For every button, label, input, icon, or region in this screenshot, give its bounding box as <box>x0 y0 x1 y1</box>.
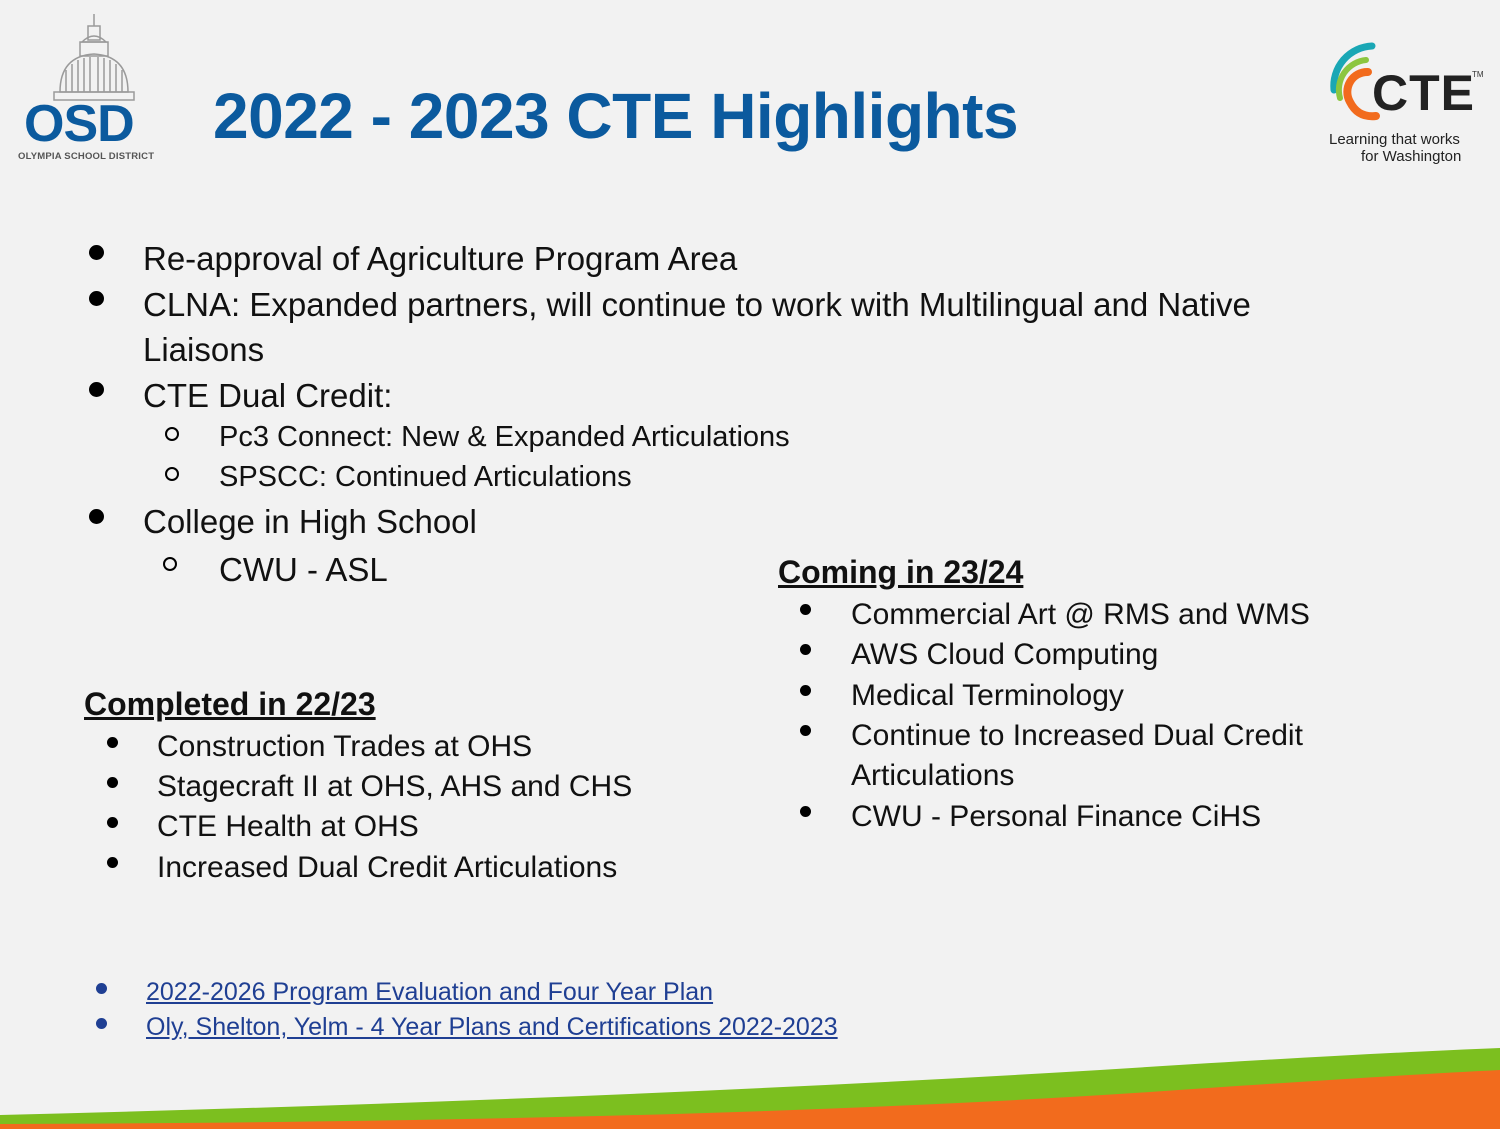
bullet-icon <box>800 604 811 615</box>
completed-heading: Completed in 22/23 <box>84 686 376 722</box>
bullet-icon <box>800 725 811 736</box>
coming-item: CWU - Personal Finance CiHS <box>851 800 1262 833</box>
bullet-icon <box>107 857 118 868</box>
bullet-icon <box>800 644 811 655</box>
link-bullet-icon <box>96 983 107 994</box>
coming-item: Medical Terminology <box>851 679 1124 712</box>
osd-logo-subtext: OLYMPIA SCHOOL DISTRICT <box>18 151 155 162</box>
completed-item: CTE Health at OHS <box>157 810 419 843</box>
coming-item-continued: Articulations <box>851 759 1015 792</box>
bullet-icon <box>89 509 104 524</box>
highlight-subitem: SPSCC: Continued Articulations <box>219 461 632 493</box>
highlight-item-continued: Liaisons <box>143 331 265 368</box>
bullet-icon <box>89 245 104 260</box>
coming-item: Continue to Increased Dual Credit <box>851 719 1303 752</box>
sub-bullet-icon <box>165 427 179 441</box>
bullet-icon <box>107 737 118 748</box>
highlight-item: CLNA: Expanded partners, will continue to work with Multilingual and Native <box>143 286 1251 323</box>
completed-item: Increased Dual Credit Articulations <box>157 851 618 884</box>
bullet-icon <box>89 382 104 397</box>
cte-tagline-line2: for Washington <box>1361 148 1462 165</box>
completed-item: Construction Trades at OHS <box>157 730 533 763</box>
completed-item: Stagecraft II at OHS, AHS and CHS <box>157 770 633 803</box>
bullet-icon <box>800 806 811 817</box>
highlight-subitem: Pc3 Connect: New & Expanded Articulations <box>219 421 790 453</box>
coming-item: AWS Cloud Computing <box>851 638 1159 671</box>
coming-heading: Coming in 23/24 <box>778 554 1024 590</box>
cte-tagline-line1: Learning that works <box>1329 131 1460 148</box>
coming-item: Commercial Art @ RMS and WMS <box>851 598 1310 631</box>
cte-trademark: TM <box>1472 70 1484 79</box>
footer-wave-decoration <box>0 1040 1500 1129</box>
link-bullet-icon <box>96 1018 107 1029</box>
four-year-plans-link[interactable]: Oly, Shelton, Yelm - 4 Year Plans and Certifications 2022-2023 <box>146 1013 838 1041</box>
sub-bullet-icon <box>163 557 177 571</box>
cte-logo-text: CTE <box>1372 65 1475 121</box>
sub-bullet-icon <box>165 467 179 481</box>
program-evaluation-link[interactable]: 2022-2026 Program Evaluation and Four Year Plan <box>146 978 714 1006</box>
bullet-icon <box>89 291 104 306</box>
bullet-icon <box>107 777 118 788</box>
highlight-item: College in High School <box>143 503 477 540</box>
bullet-icon <box>800 685 811 696</box>
page-title: 2022 - 2023 CTE Highlights <box>213 80 1019 152</box>
highlight-item: Re-approval of Agriculture Program Area <box>143 240 738 277</box>
bullet-icon <box>107 817 118 828</box>
osd-logo-text: OSD <box>24 95 134 153</box>
highlight-item: CTE Dual Credit: <box>143 377 393 414</box>
highlight-subitem: CWU - ASL <box>219 551 388 588</box>
